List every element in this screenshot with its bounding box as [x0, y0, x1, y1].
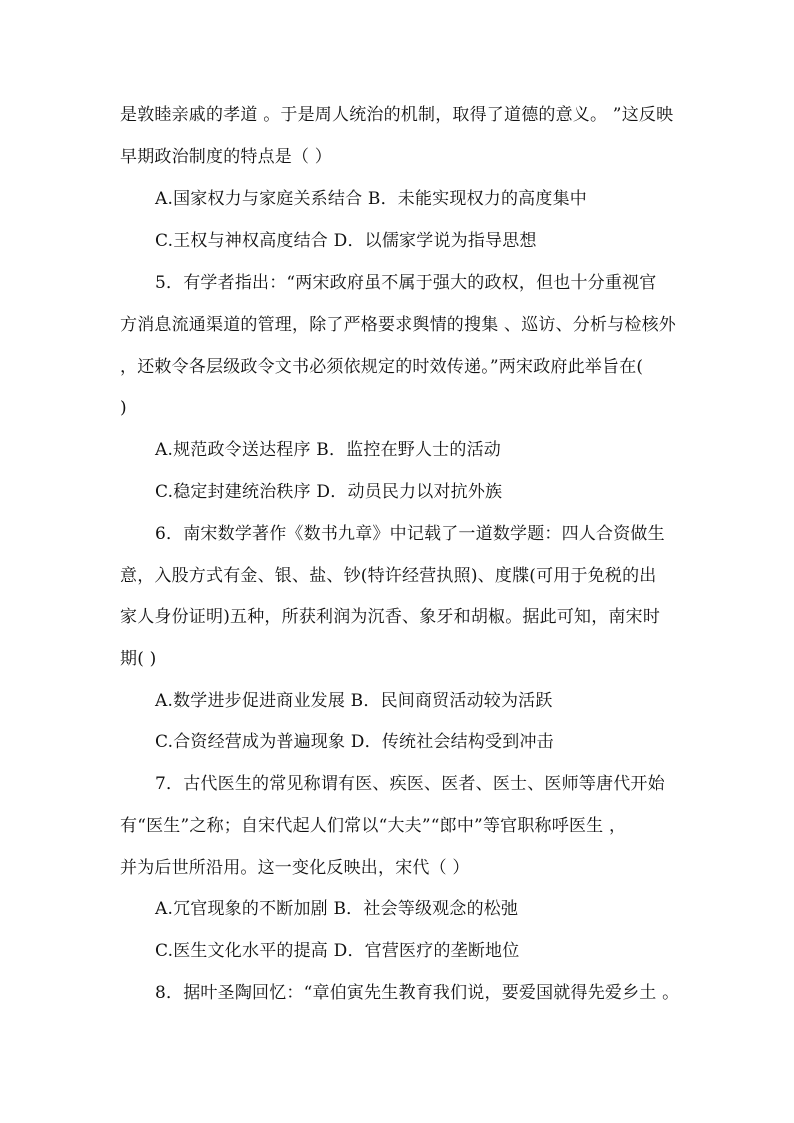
question-5-line: 5．有学者指出：“两宋政府虽不属于强大的政权，但也十分重视官 — [155, 273, 657, 293]
text-line: 是敦睦亲戚的孝道 。于是周人统治的机制，取得了道德的意义。 ”这反映 — [120, 105, 674, 125]
text-line: 有“医生”之称；自宋代起人们常以“大夫”“郎中”等官职称呼医生 ， — [120, 816, 627, 836]
option-line: C.稳定封建统治秩序 D．动员民力以对抗外族 — [155, 482, 503, 502]
text-line: 家人身份证明)五种，所获利润为沉香、象牙和胡椒。据此可知，南宋时 — [120, 607, 661, 627]
text-line: ) — [120, 398, 127, 418]
text-line: ，还敕令各层级政令文书必须依规定的时效传递。”两宋政府此举旨在( — [120, 357, 644, 377]
question-6-line: 6．南宋数学著作《数书九章》中记载了一道数学题：四人合资做生 — [155, 524, 665, 544]
question-7-line: 7．古代医生的常见称谓有医、疾医、医者、医士、医师等唐代开始 — [155, 774, 665, 794]
text-line: 意，入股方式有金、银、盐、钞(特许经营执照)、度牒(可用于免税的出 — [120, 566, 657, 586]
text-line: 并为后世所沿用。这一变化反映出，宋代（ ） — [120, 858, 470, 878]
option-line: C.合资经营成为普遍现象 D．传统社会结构受到冲击 — [155, 732, 554, 752]
option-line: A.国家权力与家庭关系结合 B．未能实现权力的高度集中 — [155, 189, 587, 209]
text-line: 方消息流通渠道的管理，除了严格要求舆情的搜集 、巡访、分析与检核外 — [120, 315, 677, 335]
option-line: C.医生文化水平的提高 D．官营医疗的垄断地位 — [155, 941, 520, 961]
option-line: A.数学进步促进商业发展 B．民间商贸活动较为活跃 — [155, 691, 553, 711]
text-line: 期( ) — [120, 649, 157, 669]
option-line: A.冗官现象的不断加剧 B．社会等级观念的松弛 — [155, 899, 519, 919]
text-line: 早期政治制度的特点是（ ） — [120, 147, 333, 167]
option-line: C.王权与神权高度结合 D．以儒家学说为指导思想 — [155, 231, 537, 251]
question-8-line: 8．据叶圣陶回忆：“章伯寅先生教育我们说，要爱国就得先爱乡土 。 — [155, 983, 680, 1003]
option-line: A.规范政令送达程序 B．监控在野人士的活动 — [155, 440, 501, 460]
